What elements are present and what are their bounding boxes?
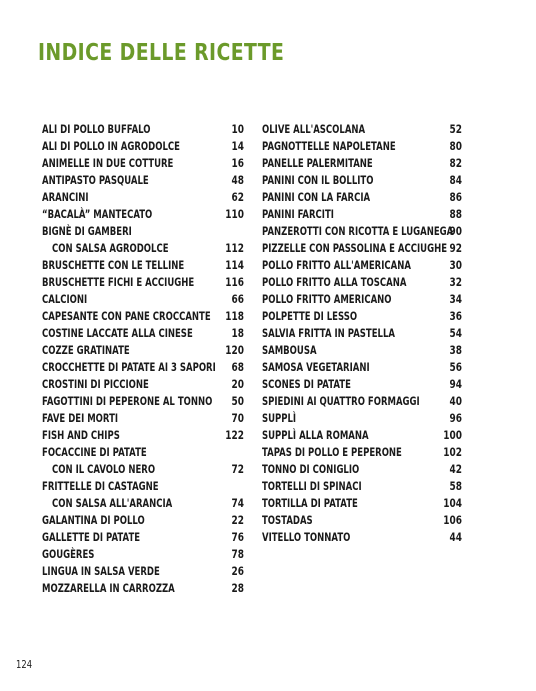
recipe-name: ALI DI POLLO BUFFALO <box>42 122 151 136</box>
recipe-name: POLLO FRITTO ALL'AMERICANA <box>262 258 411 272</box>
recipe-name: FRITTELLE DI CASTAGNE <box>42 479 159 493</box>
index-entry <box>42 223 244 240</box>
recipe-page-number: 94 <box>449 377 462 391</box>
index-entry <box>262 121 462 138</box>
recipe-name: FISH AND CHIPS <box>42 428 120 442</box>
recipe-page-number: 58 <box>449 479 462 493</box>
recipe-page-number: 38 <box>449 343 462 357</box>
recipe-page-number: 18 <box>231 326 244 340</box>
recipe-name: SUPPLÌ ALLA ROMANA <box>262 428 369 442</box>
index-entry <box>262 240 462 257</box>
recipe-page-number: 70 <box>231 411 244 425</box>
index-entry <box>262 223 462 240</box>
recipe-page-number: 72 <box>231 462 244 476</box>
recipe-name: FAVE DEI MORTI <box>42 411 119 425</box>
index-entry <box>262 393 462 410</box>
index-entry <box>42 563 244 580</box>
recipe-name: PANINI FARCITI <box>262 207 334 221</box>
recipe-name: BRUSCHETTE FICHI E ACCIUGHE <box>42 275 195 289</box>
recipe-page-number: 28 <box>231 581 244 595</box>
recipe-page-number: 102 <box>443 445 462 459</box>
index-entry <box>42 325 244 342</box>
recipe-name: FOCACCINE DI PATATE <box>42 445 147 459</box>
index-entry <box>262 376 462 393</box>
recipe-page-number: 78 <box>231 547 244 561</box>
recipe-name: POLLO FRITTO AMERICANO <box>262 292 392 306</box>
index-entry <box>42 121 244 138</box>
recipe-name: MOZZARELLA IN CARROZZA <box>42 581 175 595</box>
recipe-name: CALCIONI <box>42 292 88 306</box>
recipe-page-number: 114 <box>225 258 244 272</box>
recipe-page-number: 96 <box>449 411 462 425</box>
index-entry <box>42 512 244 529</box>
recipe-name: GALLETTE DI PATATE <box>42 530 141 544</box>
recipe-page-number: 82 <box>449 156 462 170</box>
index-entry <box>262 138 462 155</box>
recipe-name: SCONES DI PATATE <box>262 377 351 391</box>
page-number: 124 <box>16 659 33 671</box>
recipe-page-number: 34 <box>449 292 462 306</box>
index-entry <box>42 240 244 257</box>
recipe-page-number: 50 <box>231 394 244 408</box>
index-entry <box>42 257 244 274</box>
recipe-page-number: 32 <box>449 275 462 289</box>
index-entry <box>42 393 244 410</box>
recipe-name: ANTIPASTO PASQUALE <box>42 173 149 187</box>
recipe-page-number: 122 <box>225 428 244 442</box>
recipe-name: CON SALSA AGRODOLCE <box>52 241 169 255</box>
index-entry <box>42 529 244 546</box>
recipe-name: ANIMELLE IN DUE COTTURE <box>42 156 174 170</box>
index-entry <box>42 138 244 155</box>
index-entry <box>42 461 244 478</box>
recipe-page-number: 16 <box>231 156 244 170</box>
index-entry <box>42 580 244 597</box>
recipe-page-number: 84 <box>449 173 462 187</box>
recipe-name: POLLO FRITTO ALLA TOSCANA <box>262 275 407 289</box>
recipe-page-number: 80 <box>449 139 462 153</box>
recipe-page-number: 20 <box>231 377 244 391</box>
recipe-page-number: 44 <box>449 530 462 544</box>
index-entry <box>262 308 462 325</box>
index-entry <box>42 546 244 563</box>
recipe-page-number: 100 <box>443 428 462 442</box>
recipe-page-number: 112 <box>225 241 244 255</box>
index-entry <box>42 342 244 359</box>
recipe-page-number: 120 <box>225 343 244 357</box>
recipe-name: SUPPLÌ <box>262 411 297 425</box>
index-entry <box>262 342 462 359</box>
recipe-name: VITELLO TONNATO <box>262 530 351 544</box>
recipe-name: LINGUA IN SALSA VERDE <box>42 564 160 578</box>
index-entry <box>262 461 462 478</box>
index-entry <box>42 359 244 376</box>
index-entry <box>262 257 462 274</box>
recipe-page-number: 118 <box>225 309 244 323</box>
recipe-name: POLPETTE DI LESSO <box>262 309 358 323</box>
recipe-name: SPIEDINI AI QUATTRO FORMAGGI <box>262 394 420 408</box>
index-entry <box>262 512 462 529</box>
index-entry <box>262 291 462 308</box>
index-entry <box>262 155 462 172</box>
recipe-page-number: 48 <box>231 173 244 187</box>
index-entry <box>42 155 244 172</box>
index-entry <box>42 495 244 512</box>
recipe-name: COZZE GRATINATE <box>42 343 130 357</box>
recipe-page-number: 88 <box>449 207 462 221</box>
recipe-name: SALVIA FRITTA IN PASTELLA <box>262 326 395 340</box>
recipe-name: PIZZELLE CON PASSOLINA E ACCIUGHE <box>262 241 448 255</box>
recipe-name: PANELLE PALERMITANE <box>262 156 373 170</box>
index-entry <box>262 172 462 189</box>
recipe-page-number: 36 <box>449 309 462 323</box>
recipe-page-number: 62 <box>231 190 244 204</box>
recipe-page-number: 52 <box>449 122 462 136</box>
recipe-name: TORTILLA DI PATATE <box>262 496 358 510</box>
index-entry <box>42 274 244 291</box>
index-entry <box>42 376 244 393</box>
index-entry <box>42 206 244 223</box>
recipe-page-number: 26 <box>231 564 244 578</box>
index-entry <box>262 410 462 427</box>
index-entry <box>42 189 244 206</box>
recipe-page-number: 68 <box>231 360 244 374</box>
index-entry <box>262 478 462 495</box>
index-entry <box>262 359 462 376</box>
recipe-page-number: 92 <box>449 241 462 255</box>
recipe-name: CON IL CAVOLO NERO <box>52 462 156 476</box>
recipe-name: OLIVE ALL'ASCOLANA <box>262 122 366 136</box>
recipe-page-number: 76 <box>231 530 244 544</box>
index-entry <box>262 206 462 223</box>
index-entry <box>42 410 244 427</box>
recipe-name: ARANCINI <box>42 190 89 204</box>
index-entry <box>262 529 462 546</box>
index-column-left <box>42 121 244 597</box>
recipe-page-number: 74 <box>231 496 244 510</box>
page-title: INDICE DELLE RICETTE <box>38 40 285 66</box>
recipe-name: PANINI CON LA FARCIA <box>262 190 371 204</box>
recipe-name: CON SALSA ALL'ARANCIA <box>52 496 173 510</box>
index-entry <box>42 172 244 189</box>
recipe-page-number: 14 <box>231 139 244 153</box>
recipe-page-number: 22 <box>231 513 244 527</box>
index-entry <box>42 478 244 495</box>
recipe-name: BRUSCHETTE CON LE TELLINE <box>42 258 185 272</box>
recipe-name: GOUGÈRES <box>42 547 95 561</box>
recipe-name: TOSTADAS <box>262 513 313 527</box>
recipe-name: PANINI CON IL BOLLITO <box>262 173 374 187</box>
recipe-page-number: 10 <box>231 122 244 136</box>
recipe-name: TAPAS DI POLLO E PEPERONE <box>262 445 402 459</box>
recipe-page-number: 30 <box>449 258 462 272</box>
index-entry <box>262 427 462 444</box>
recipe-name: SAMOSA VEGETARIANI <box>262 360 370 374</box>
recipe-name: “BACALÀ” MANTECATO <box>42 207 153 221</box>
recipe-name: CROCCHETTE DI PATATE AI 3 SAPORI <box>42 360 216 374</box>
index-column-right <box>262 121 462 546</box>
recipe-page-number: 104 <box>443 496 462 510</box>
recipe-page-number: 86 <box>449 190 462 204</box>
index-entry <box>42 427 244 444</box>
recipe-page-number: 90 <box>449 224 462 238</box>
index-entry <box>262 274 462 291</box>
recipe-name: PAGNOTTELLE NAPOLETANE <box>262 139 396 153</box>
recipe-page-number: 40 <box>449 394 462 408</box>
recipe-page-number: 56 <box>449 360 462 374</box>
index-entry <box>42 444 244 461</box>
recipe-name: TONNO DI CONIGLIO <box>262 462 360 476</box>
recipe-name: SAMBOUSA <box>262 343 317 357</box>
index-entry <box>262 189 462 206</box>
recipe-name: COSTINE LACCATE ALLA CINESE <box>42 326 193 340</box>
recipe-page-number: 54 <box>449 326 462 340</box>
index-entry <box>262 325 462 342</box>
recipe-page-number: 110 <box>225 207 244 221</box>
recipe-name: TORTELLI DI SPINACI <box>262 479 362 493</box>
recipe-name: CAPESANTE CON PANE CROCCANTE <box>42 309 211 323</box>
index-entry <box>42 291 244 308</box>
recipe-page-number: 42 <box>449 462 462 476</box>
recipe-name: FAGOTTINI DI PEPERONE AL TONNO <box>42 394 213 408</box>
recipe-page-number: 66 <box>231 292 244 306</box>
recipe-page-number: 116 <box>225 275 244 289</box>
index-entry <box>262 495 462 512</box>
recipe-name: ALI DI POLLO IN AGRODOLCE <box>42 139 180 153</box>
index-entry <box>262 444 462 461</box>
recipe-name: BIGNÈ DI GAMBERI <box>42 224 132 238</box>
recipe-name: CROSTINI DI PICCIONE <box>42 377 149 391</box>
recipe-name: PANZEROTTI CON RICOTTA E LUGANEGA <box>262 224 454 238</box>
recipe-page-number: 106 <box>443 513 462 527</box>
index-entry <box>42 308 244 325</box>
recipe-name: GALANTINA DI POLLO <box>42 513 145 527</box>
